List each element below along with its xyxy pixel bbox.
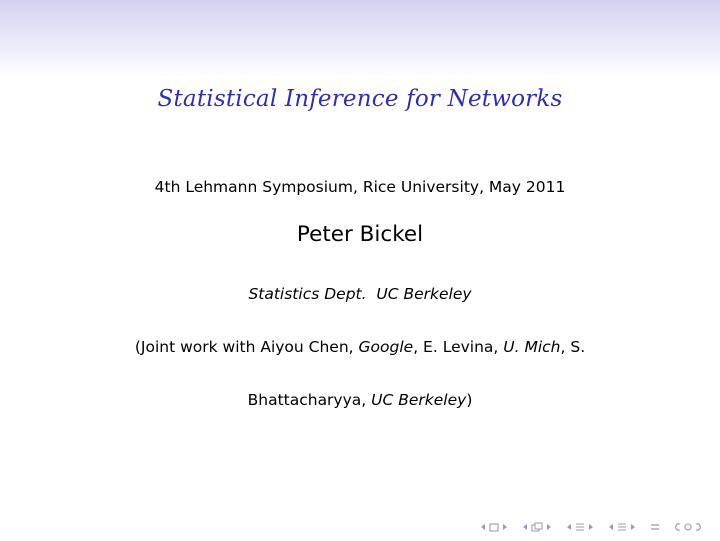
event-line: 4th Lehmann Symposium, Rice University, May 2011: [154, 178, 566, 196]
affiliation-text: Statistics Dept. UC Berkeley: [248, 285, 472, 303]
header-band: [0, 0, 720, 78]
section-icon[interactable]: [575, 522, 585, 532]
frame-icon[interactable]: [489, 523, 499, 532]
next-frame-icon[interactable]: [502, 523, 508, 531]
align-icon[interactable]: [650, 522, 660, 532]
joint-text-2: , E. Levina,: [413, 338, 504, 356]
joint-text-5: ): [466, 391, 473, 409]
author-affiliation: [0, 285, 720, 303]
coauthor-affiliation-ucb: UC Berkeley: [371, 391, 467, 409]
joint-text-4: Bhattacharyya,: [247, 391, 372, 409]
search-icon[interactable]: [674, 522, 702, 532]
prev-subsection-icon[interactable]: [522, 523, 528, 531]
prev-slide-icon[interactable]: [608, 523, 614, 531]
subsection-icon[interactable]: [531, 522, 543, 532]
prev-section-icon[interactable]: [566, 523, 572, 531]
coauthor-affiliation-google: Google: [358, 338, 414, 356]
next-slide-icon[interactable]: [630, 523, 636, 531]
joint-text-3: , S.: [560, 338, 586, 356]
navigation-bar: [480, 519, 702, 535]
author-name: Peter Bickel: [296, 222, 424, 247]
joint-work-line-2: [0, 391, 720, 409]
joint-text-1: (Joint work with Aiyou Chen,: [134, 338, 359, 356]
next-section-icon[interactable]: [588, 523, 594, 531]
joint-work-line-1: [0, 338, 720, 356]
prev-frame-icon[interactable]: [480, 523, 486, 531]
slide-title: Statistical Inference for Networks: [157, 86, 563, 112]
slide-icon[interactable]: [617, 522, 627, 532]
next-subsection-icon[interactable]: [546, 523, 552, 531]
coauthor-affiliation-umich: U. Mich: [503, 338, 561, 356]
